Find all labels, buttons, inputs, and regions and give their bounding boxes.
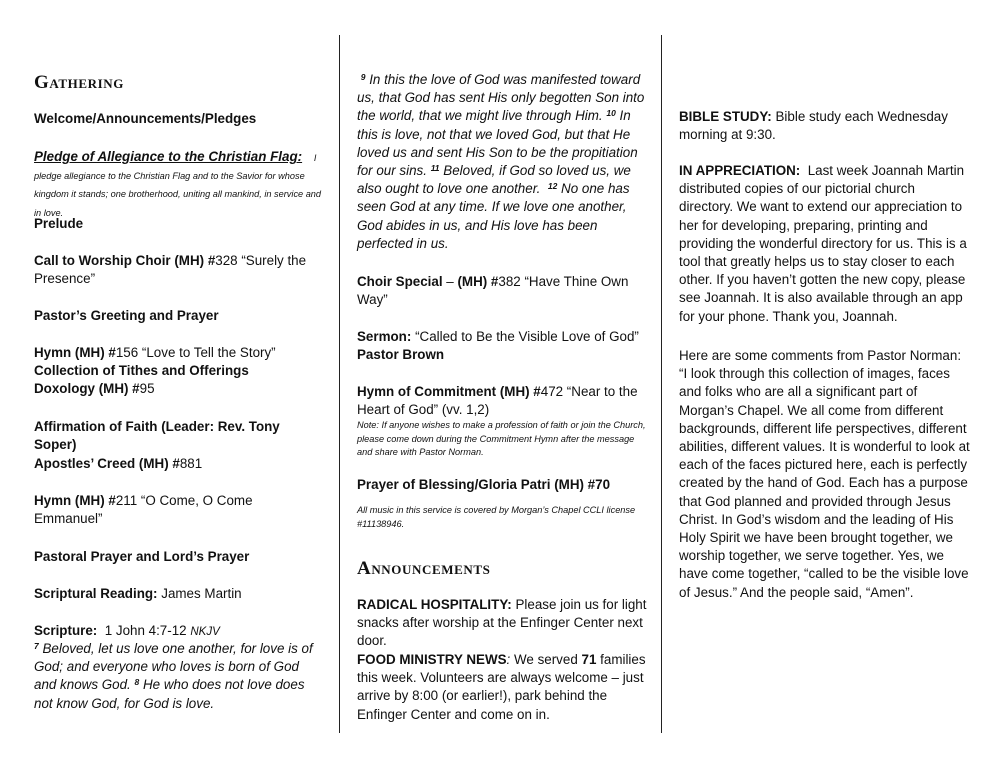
pledge-text: I pledge allegiance to the Christian Flag and to the Savior for whose kingdom it stands; one brotherhood, uniting all mankind, in service and in love. [34,153,322,218]
bible-study: BIBLE STUDY: Bible study each Wednesday morning at 9:30. [679,109,948,143]
pledge-label: Pledge of Allegiance to the Christian Flag: [34,149,303,164]
announcements-heading: Announcements [357,558,491,579]
scripture-verses-7-8: $^7$ Beloved, let us love one another, for love is of God; and everyone who loves is born of God and knows God. $^8$ He who does not love does not know God, for God is love. [34,641,313,711]
collection-tithes: Collection of Tithes and Offerings [34,363,249,378]
column-divider-right [661,35,662,733]
food-ministry-news: FOOD MINISTRY NEWS: We served 71 families this week. Volunteers are always welcome – just arrive by 8:00 (or earlier!), park behind the Enfinger Center and come on in. [357,652,646,722]
pledge-block [34,148,324,221]
prayer-of-blessing: Prayer of Blessing/Gloria Patri (MH) #70 [357,477,611,492]
in-appreciation: IN APPRECIATION: Last week Joannah Martin distributed copies of our pictorial church directory. We want to extend our appreciation to her for developing, preparing, printing and providing the wonderful directory for us. This is a tool that greatly helps us to stay closer to each other. If you haven’t gotten the new copy, please see Joannah. It is also available through an app for your phone. Thank you, Joannah. [679,163,967,324]
apostles-creed: Apostles’ Creed (MH) #881 [34,456,203,471]
column-divider-left [339,35,340,733]
sermon-pastor: Pastor Brown [357,347,445,362]
pastoral-prayer: Pastoral Prayer and Lord’s Prayer [34,549,250,564]
affirmation-of-faith: Affirmation of Faith (Leader: Rev. Tony Soper) [34,419,280,453]
scripture-verses-9-12: $^9$ In this the love of God was manifested toward us, that God has sent His only begotten Son into the world, that we might live through Him. $^{10}$ In this is love, not that we loved God, but that He loved us and sent His Son to be the propitiation for our sins. $^{11}$ Beloved, if God so loved us, we also ought to love one another. $^{12}$ No one has seen God at any time. If we love one another, God abides in us, and His love has been perfected in us. [357,72,645,251]
scriptural-reading: Scriptural Reading: James Martin [34,586,242,601]
pastor-comments: Here are some comments from Pastor Norman: “I look through this collection of images, faces and folks who are all a significant part of Morgan’s Chapel. We all come from different backgrounds, different life perspectives, different abilities, different values. It is wonderful to look at each of the faces pictured here, each is perfectly created by the hand of God. Each has a purpose that God planned and provided through Jesus Christ. In God’s wisdom and the leading of His Holy Spirit we have been brought together, we worship together, we serve together. Yes, we have come together, “called to be the visible love of Jesus.” And the people said, “Amen”. [679,348,970,600]
hymn-211: Hymn (MH) #211 “O Come, O Come Emmanuel” [34,493,253,527]
hymn-156: Hymn (MH) #156 “Love to Tell the Story” [34,345,276,360]
hymn-of-commitment: Hymn of Commitment (MH) #472 “Near to the Heart of God” (vv. 1,2) [357,384,638,418]
scripture-reference: Scripture: 1 John 4:7-12 NKJV [34,623,220,638]
choir-special: Choir Special – (MH) #382 “Have Thine Own Way” [357,274,629,308]
doxology: Doxology (MH) #95 [34,381,155,396]
gathering-heading: Gathering [34,72,125,93]
pastors-greeting: Pastor’s Greeting and Prayer [34,308,219,323]
sermon: Sermon: “Called to Be the Visible Love of God” [357,329,639,344]
welcome-line: Welcome/Announcements/Pledges [34,111,257,126]
radical-hospitality: RADICAL HOSPITALITY: Please join us for light snacks after worship at the Enfinger Center next door. [357,597,647,649]
call-to-worship: Call to Worship Choir (MH) #328 “Surely the Presence” [34,253,307,287]
ccli-license: All music in this service is covered by Morgan’s Chapel CCLI license #11138946. [357,505,636,529]
commitment-note: Note: If anyone wishes to make a profession of faith or join the Church, please come down during the Commitment Hymn after the message and share with Pastor Norman. [357,420,646,458]
prelude: Prelude [34,216,84,231]
